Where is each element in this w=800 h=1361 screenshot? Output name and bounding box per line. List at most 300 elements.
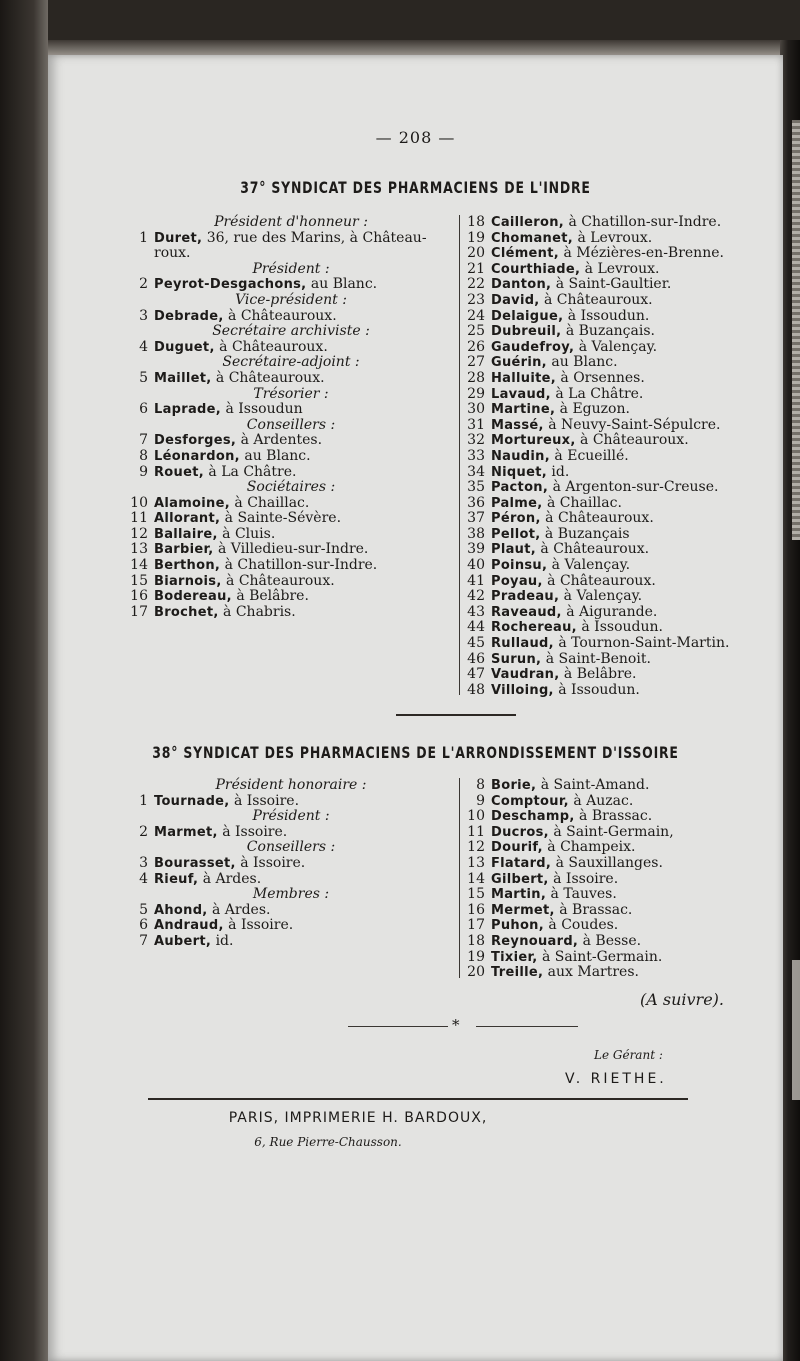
member-name: Marmet,	[154, 824, 218, 840]
entry-number: 15	[467, 886, 485, 903]
entry-number: 45	[467, 635, 485, 652]
role-heading: Président :	[252, 808, 330, 825]
member-location: à Villedieu-sur-Indre.	[217, 541, 369, 558]
member-location: à Châteauroux.	[580, 432, 689, 449]
member-location: à Issoudun.	[558, 681, 640, 698]
page-number: — 208 —	[375, 128, 456, 147]
member-name: Ahond,	[154, 902, 208, 918]
member-name: Rieuf,	[154, 871, 199, 887]
member-name: Aubert,	[154, 933, 212, 949]
member-name: Naudin,	[491, 448, 550, 464]
document-page	[48, 55, 783, 1361]
entry-number: 18	[467, 932, 485, 949]
role-heading: Trésorier :	[253, 385, 329, 402]
member-location: au Blanc.	[551, 354, 618, 371]
member-location: à Mézières-en-Brenne.	[563, 245, 724, 262]
member-name: David,	[491, 292, 540, 308]
member-entry	[463, 872, 763, 888]
member-name: Desforges,	[154, 433, 237, 449]
member-entry	[126, 558, 456, 574]
entry-number: 38	[467, 525, 485, 542]
entry-number: 48	[467, 681, 485, 698]
entry-number: 33	[467, 447, 485, 464]
role-heading: Conseillers :	[246, 839, 336, 856]
member-name: Niquet,	[491, 464, 547, 480]
entry-number: 34	[467, 463, 485, 480]
member-name: Bourasset,	[154, 855, 236, 871]
member-location: à Brassac.	[559, 901, 633, 918]
member-location: à Chatillon-sur-Indre.	[224, 557, 378, 574]
member-name: Mermet,	[491, 902, 555, 918]
entry-number: 18	[467, 214, 485, 230]
member-entry	[126, 589, 456, 605]
member-location: à Brassac.	[579, 808, 653, 825]
member-name: Borie,	[491, 778, 537, 793]
member-location: à Châteauroux.	[226, 572, 335, 589]
member-entry	[463, 324, 763, 340]
section-38-left-column	[126, 778, 456, 950]
member-location: à Valençay.	[578, 338, 658, 355]
member-location: à Levroux.	[584, 260, 660, 277]
section-37-right-column	[463, 215, 763, 698]
member-name: Pradeau,	[491, 589, 560, 605]
member-location: à Saint-Benoit.	[545, 650, 651, 667]
entry-number: 6	[139, 917, 148, 934]
member-name: Flatard,	[491, 855, 552, 871]
member-entry	[126, 934, 456, 950]
member-entry	[126, 794, 456, 810]
entry-number: 2	[139, 276, 148, 293]
entry-number: 19	[467, 229, 485, 246]
member-name: Ducros,	[491, 824, 549, 840]
member-entry	[463, 355, 763, 371]
member-name: Barbier,	[154, 542, 214, 558]
entry-number: 10	[467, 808, 485, 825]
role-heading: Président :	[252, 260, 330, 277]
entry-number: 15	[130, 572, 148, 589]
entry-number: 31	[467, 416, 485, 433]
member-location: à Saint-Gaultier.	[555, 276, 672, 293]
member-location: à Buzançais.	[565, 323, 655, 340]
member-location: à Neuvy-Saint-Sépulcre.	[548, 416, 721, 433]
member-entry	[126, 340, 456, 356]
member-location: à Champeix.	[547, 839, 636, 856]
member-name: Pacton,	[491, 480, 549, 496]
role-heading: Secrétaire archiviste :	[212, 323, 370, 340]
entry-number: 13	[467, 854, 485, 871]
entry-number: 26	[467, 338, 485, 355]
entry-number: 11	[467, 823, 485, 840]
member-location: à Aigurande.	[566, 603, 658, 620]
member-entry	[463, 215, 763, 231]
role-heading: Conseillers :	[246, 416, 336, 433]
member-name: Péron,	[491, 511, 541, 527]
member-location: à Chaillac.	[234, 494, 310, 511]
entry-number: 8	[476, 777, 485, 793]
member-location: à Châteauroux.	[545, 510, 654, 527]
member-location: à Ardes.	[202, 870, 262, 887]
member-entry	[463, 574, 763, 590]
member-location: à Châteauroux.	[219, 338, 328, 355]
entry-number: 12	[130, 525, 148, 542]
member-location: à Saint-Amand.	[540, 777, 650, 793]
entry-number: 14	[467, 870, 485, 887]
entry-number: 27	[467, 354, 485, 371]
printer-imprint: PARIS, IMPRIMERIE H. BARDOUX,	[228, 1110, 488, 1126]
member-entry	[463, 449, 763, 465]
member-name: Alamoine,	[154, 495, 230, 511]
member-location: à Eguzon.	[559, 401, 630, 418]
entry-number: 43	[467, 603, 485, 620]
member-entry	[126, 371, 456, 387]
member-location: id.	[215, 932, 234, 949]
member-entry	[463, 496, 763, 512]
entry-number: 32	[467, 432, 485, 449]
member-entry	[463, 794, 763, 810]
member-name: Dubreuil,	[491, 324, 562, 340]
member-name: Vaudran,	[491, 667, 560, 683]
member-name: Berthon,	[154, 558, 221, 574]
member-entry	[126, 856, 456, 872]
member-location: à Sainte-Sévère.	[224, 510, 342, 527]
member-location: à Cluis.	[222, 525, 276, 542]
member-name: Treille,	[491, 965, 544, 981]
member-location: à Orsennes.	[560, 369, 645, 386]
member-name: Comptour,	[491, 793, 569, 809]
member-name: Reynouard,	[491, 933, 579, 949]
member-location: à Saint-Germain.	[541, 948, 663, 965]
entry-number: 16	[467, 901, 485, 918]
member-name: Poyau,	[491, 573, 543, 589]
member-entry	[463, 636, 763, 652]
member-location: à Issoire.	[553, 870, 619, 887]
member-entry	[463, 231, 763, 247]
member-name: Palme,	[491, 495, 543, 511]
entry-number: 11	[130, 510, 148, 527]
member-location: à Valençay.	[563, 588, 643, 605]
member-name: Tixier,	[491, 949, 538, 965]
member-name: Plaut,	[491, 542, 536, 558]
entry-number: 23	[467, 291, 485, 308]
member-entry	[463, 293, 763, 309]
member-location: à La Châtre.	[208, 463, 297, 480]
member-name: Bodereau,	[154, 589, 232, 605]
member-location: à Issoire.	[228, 917, 294, 934]
section-separator	[396, 714, 516, 716]
member-location: à Issoudun.	[581, 619, 663, 636]
role-heading: Vice-président :	[235, 291, 347, 308]
member-location: aux Martres.	[547, 964, 639, 981]
entry-number: 13	[130, 541, 148, 558]
member-location: à Issoudun.	[567, 307, 650, 324]
member-entry	[463, 809, 763, 825]
entry-number: 3	[139, 854, 148, 871]
member-name: Brochet,	[154, 604, 219, 620]
adjacent-page-edge-lower	[792, 960, 800, 1100]
entry-number: 5	[139, 369, 148, 386]
member-entry	[463, 887, 763, 903]
entry-number: 1	[139, 229, 148, 246]
member-entry	[126, 542, 456, 558]
member-entry	[126, 231, 456, 247]
member-name: Peyrot-Desgachons,	[154, 277, 307, 293]
section-37-title: 37° SYNDICAT DES PHARMACIENS DE L'INDRE	[240, 178, 591, 197]
member-location: à Ecueillé.	[554, 447, 629, 464]
member-location: à Auzac.	[573, 792, 634, 809]
entry-number: 5	[139, 901, 148, 918]
ornament-rule-right	[476, 1026, 578, 1027]
member-location: à Saint-Germain,	[553, 823, 674, 840]
entry-number: 8	[139, 447, 148, 464]
entry-number: 19	[467, 948, 485, 965]
entry-number: 2	[139, 823, 148, 840]
entry-number: 35	[467, 479, 485, 496]
member-entry	[463, 340, 763, 356]
entry-number: 25	[467, 323, 485, 340]
entry-number: 44	[467, 619, 485, 636]
member-name: Rouet,	[154, 464, 204, 480]
member-name: Ballaire,	[154, 526, 218, 542]
member-location: à Châteauroux.	[544, 291, 653, 308]
entry-number: 22	[467, 276, 485, 293]
member-name: Rochereau,	[491, 620, 577, 636]
member-name: Allorant,	[154, 511, 221, 527]
member-entry	[463, 387, 763, 403]
member-entry	[463, 277, 763, 293]
entry-number: 12	[467, 839, 485, 856]
entry-number: 46	[467, 650, 485, 667]
role-heading: Membres :	[252, 886, 330, 903]
member-location: au Blanc.	[310, 276, 378, 293]
member-name: Martine,	[491, 402, 556, 418]
entry-number: 28	[467, 369, 485, 386]
member-name: Gilbert,	[491, 871, 549, 887]
member-entry	[463, 558, 763, 574]
member-location: à Châteauroux.	[215, 369, 325, 386]
member-name: Mortureux,	[491, 433, 576, 449]
member-name: Laprade,	[154, 402, 222, 418]
entry-number: 4	[139, 870, 148, 887]
role-heading: Président honoraire :	[215, 777, 367, 793]
member-name: Puhon,	[491, 918, 544, 934]
member-entry	[126, 309, 456, 325]
member-entry	[463, 511, 763, 527]
member-entry	[463, 465, 763, 481]
member-name: Deschamp,	[491, 809, 575, 825]
role-heading: Sociétaires :	[246, 479, 336, 496]
entry-number: 9	[139, 463, 148, 480]
member-entry	[126, 449, 456, 465]
member-name: Chomanet,	[491, 230, 573, 246]
member-name: Martin,	[491, 887, 547, 903]
member-name: Massé,	[491, 417, 544, 433]
entry-number: 4	[139, 338, 148, 355]
manager-name: V. RIETHE.	[565, 1071, 667, 1087]
entry-number: 1	[139, 792, 148, 809]
member-entry	[463, 418, 763, 434]
member-location: id.	[551, 463, 570, 480]
member-entry	[126, 872, 456, 888]
member-name: Raveaud,	[491, 604, 562, 620]
member-name: Gaudefroy,	[491, 339, 575, 355]
entry-number: 30	[467, 401, 485, 418]
ornament-rule-left	[348, 1026, 448, 1027]
member-entry	[126, 918, 456, 934]
member-entry	[463, 309, 763, 325]
member-entry	[463, 778, 763, 794]
entry-number: 7	[139, 932, 148, 949]
member-entry	[463, 433, 763, 449]
member-name: Halluite,	[491, 370, 556, 386]
entry-number: 24	[467, 307, 485, 324]
entry-number: 21	[467, 260, 485, 277]
member-entry	[463, 402, 763, 418]
member-location: à Issoire.	[240, 854, 306, 871]
member-name: Guérin,	[491, 355, 547, 371]
member-entry	[463, 371, 763, 387]
member-name: Pellot,	[491, 526, 541, 542]
member-entry	[463, 652, 763, 668]
entry-number: 41	[467, 572, 485, 589]
member-location: à Coudes.	[548, 917, 619, 934]
member-name: Lavaud,	[491, 386, 551, 402]
member-name: Biarnois,	[154, 573, 222, 589]
member-entry	[463, 934, 763, 950]
member-entry	[463, 918, 763, 934]
member-name: Courthiade,	[491, 261, 581, 277]
entry-number: 14	[130, 557, 148, 574]
footer-rule	[148, 1098, 688, 1100]
member-entry	[126, 402, 456, 418]
member-location: à Chaillac.	[546, 494, 622, 511]
member-entry	[463, 480, 763, 496]
entry-number: 36	[467, 494, 485, 511]
member-location: à La Châtre.	[555, 385, 644, 402]
member-location: à Tournon-Saint-Martin.	[558, 635, 730, 652]
member-entry	[463, 840, 763, 856]
member-location: à Châteauroux.	[547, 572, 656, 589]
member-entry	[126, 574, 456, 590]
book-edge	[780, 40, 800, 1361]
member-name: Surun,	[491, 651, 542, 667]
entry-number: 39	[467, 541, 485, 558]
page-top-edge	[48, 40, 783, 56]
member-entry	[463, 542, 763, 558]
entry-number: 17	[467, 917, 485, 934]
section-37-left-column	[126, 215, 456, 620]
entry-number: 42	[467, 588, 485, 605]
entry-number: 17	[130, 603, 148, 620]
member-name: Duret,	[154, 230, 203, 246]
member-entry	[126, 433, 456, 449]
star-icon: *	[452, 1016, 460, 1034]
member-entry	[463, 965, 763, 981]
entry-number: 29	[467, 385, 485, 402]
member-entry	[463, 589, 763, 605]
member-location: à Ardes.	[212, 901, 271, 918]
member-name: Cailleron,	[491, 215, 565, 230]
member-name: Clément,	[491, 246, 559, 262]
member-location: à Levroux.	[577, 229, 653, 246]
entry-number: 10	[130, 494, 148, 511]
member-location: à Chabris.	[223, 603, 296, 620]
member-location: à Châteauroux.	[540, 541, 650, 558]
entry-continuation: roux.	[154, 245, 191, 262]
scan-left-margin	[0, 0, 48, 1361]
member-location: à Argenton-sur-Creuse.	[552, 479, 719, 496]
member-name: Maillet,	[154, 370, 212, 386]
member-location: à Sauxillanges.	[555, 854, 663, 871]
member-location: au Blanc.	[244, 447, 311, 464]
entry-number: 16	[130, 588, 148, 605]
member-name: Danton,	[491, 277, 552, 293]
entry-number: 47	[467, 666, 485, 683]
role-heading: Secrétaire-adjoint :	[222, 354, 360, 371]
member-entry	[126, 511, 456, 527]
member-location: à Ardentes.	[240, 432, 323, 449]
member-location: à Besse.	[582, 932, 642, 949]
member-entry	[463, 667, 763, 683]
member-name: Andraud,	[154, 918, 224, 934]
member-entry	[463, 246, 763, 262]
member-entry	[126, 465, 456, 481]
manager-label: Le Gérant :	[594, 1048, 663, 1062]
member-entry	[463, 856, 763, 872]
member-location: à Issoire.	[222, 823, 288, 840]
to-be-continued: (A suivre).	[640, 990, 724, 1009]
member-entry	[463, 950, 763, 966]
entry-number: 6	[139, 401, 148, 418]
column-divider	[459, 778, 460, 978]
member-entry	[126, 825, 456, 841]
member-location: à Issoudun	[225, 401, 303, 418]
printer-address: 6, Rue Pierre-Chausson.	[254, 1135, 402, 1149]
member-entry	[463, 683, 763, 699]
member-entry	[126, 605, 456, 621]
member-name: Dourif,	[491, 840, 543, 856]
member-location: à Chatillon-sur-Indre.	[568, 214, 722, 230]
entry-number: 7	[139, 432, 148, 449]
member-location: à Issoire.	[233, 792, 300, 809]
member-entry	[463, 620, 763, 636]
member-name: Debrade,	[154, 308, 224, 324]
member-location: à Châteauroux.	[228, 307, 337, 324]
section-38-right-column	[463, 778, 763, 981]
member-location: à Tauves.	[550, 886, 617, 903]
column-divider	[459, 215, 460, 695]
member-entry	[126, 277, 456, 293]
entry-number: 37	[467, 510, 485, 527]
section-38-title: 38° SYNDICAT DES PHARMACIENS DE L'ARRONDISSEMENT D'ISSOIRE	[152, 743, 679, 762]
fleuron-ornament	[348, 1016, 578, 1034]
entry-number: 9	[476, 792, 485, 809]
member-name: Villoing,	[491, 682, 554, 698]
member-name: Poinsu,	[491, 558, 548, 574]
member-name: Léonardon,	[154, 448, 240, 464]
member-entry	[126, 903, 456, 919]
member-entry	[126, 496, 456, 512]
entry-number: 3	[139, 307, 148, 324]
member-name: Duguet,	[154, 339, 215, 355]
member-entry	[463, 903, 763, 919]
entry-number: 20	[467, 245, 485, 262]
entry-number: 20	[467, 964, 485, 981]
role-heading: Président d'honneur :	[214, 214, 368, 230]
member-location: à Belâbre.	[236, 588, 309, 605]
adjacent-page-edge	[792, 120, 800, 540]
member-name: Delaigue,	[491, 308, 564, 324]
member-location: à Buzançais	[544, 525, 630, 542]
